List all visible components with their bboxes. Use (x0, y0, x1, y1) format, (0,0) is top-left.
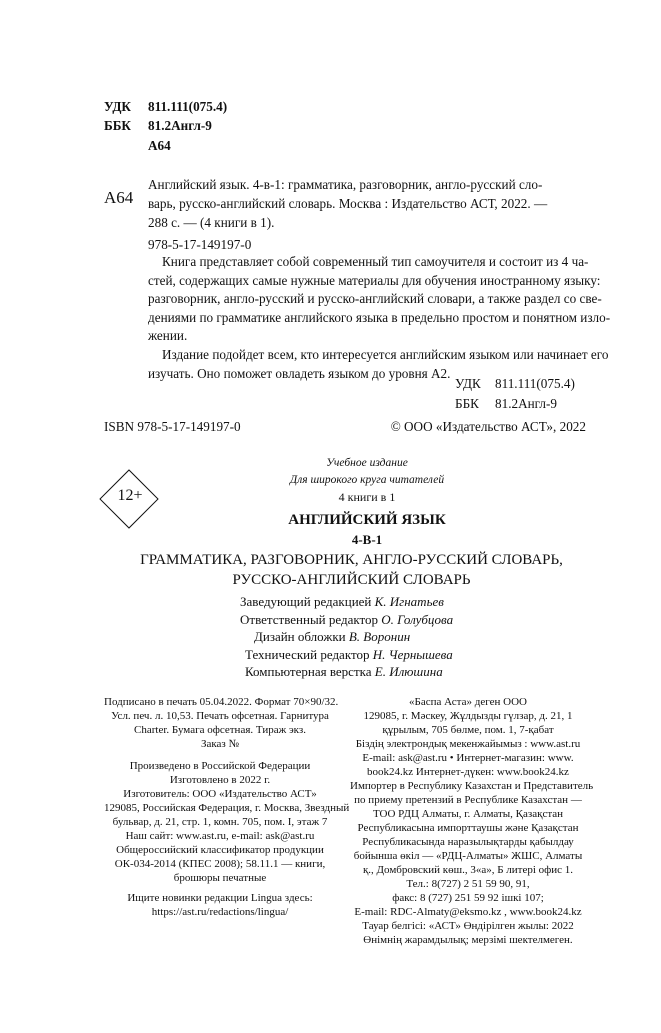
udk-label: УДК (104, 99, 131, 114)
credit-role: Заведующий редакцией (240, 594, 372, 609)
book-subtitle2-line2: РУССКО-АНГЛИЙСКИЙ СЛОВАРЬ (232, 572, 471, 588)
bib-line-3: 288 с. — (4 книги в 1). (148, 215, 275, 230)
imprint-line: 129085, г. Мәскеу, Жұлдызды гүлзар, д. 21, 1 (363, 710, 573, 722)
imprint-line: ТОО РДЦ Алматы, г. Алматы, Қазақстан (372, 808, 564, 820)
imprint-line: Заказ № (200, 738, 240, 750)
bib-isbn-line: 978-5-17-149197-0 (148, 237, 252, 252)
book-subtitle: 4-В-1 (351, 532, 383, 547)
credit-role: Компьютерная верстка (245, 664, 372, 680)
edition-type: Учебное издание (326, 457, 408, 469)
imprint-line: Произведено в Российской Федерации (129, 760, 311, 772)
annotation-line: Книга представляет собой современный тип самоучителя и состоит из 4 ча- (162, 254, 589, 269)
annotation-line: стей, содержащих самые нужные материалы для обучения иностранному языку: (148, 272, 601, 288)
imprint-line: Charter. Бумага офсетная. Тираж экз. (134, 724, 306, 736)
imprint-line: Республикасында наразылықтарды қабылдау (362, 836, 574, 848)
annotation-line: Издание подойдет всем, кто интересуется английским языком или начинает его (162, 346, 609, 362)
bbk-label-right: ББК (455, 396, 479, 411)
bbk-value-right: 81.2Англ-9 (495, 396, 557, 411)
credit-role: Технический редактор (245, 646, 370, 662)
imprint-line: Республикасына импорттаушы және Қазақстан (357, 822, 579, 834)
annotation-line: жении. (148, 328, 188, 344)
imprint-line: факс: 8 (727) 251 59 92 ішкі 107; (392, 892, 544, 904)
credit-name: В. Воронин (348, 629, 411, 645)
imprint-line: book24.kz Интернет-дүкен: www.book24.kz (367, 766, 569, 778)
bbk-value: 81.2Англ-9 (148, 118, 212, 133)
audience: Для широкого круга читателей (289, 474, 445, 486)
credit-name: О. Голубцова (381, 611, 454, 627)
imprint-line: Подписано в печать 05.04.2022. Формат 70×90/32. (104, 696, 339, 708)
credit-line (240, 611, 586, 629)
book-subtitle2-line1: ГРАММАТИКА, РАЗГОВОРНИК, АНГЛО-РУССКИЙ СЛОВАРЬ, (140, 552, 563, 568)
imprint-line: Изготовитель: ООО «Издательство АСТ» (123, 788, 317, 800)
imprint-right (350, 695, 594, 947)
annotation-line: дениями по грамматике английского языка в предельно простом и понятном изло- (148, 309, 611, 325)
imprint-line: брошюры печатные (173, 872, 267, 884)
credits (240, 593, 586, 681)
imprint-line: 129085, Российская Федерация, г. Москва, Звездный (104, 802, 350, 814)
imprint-line: «Баспа Аста» деген ООО (409, 696, 527, 708)
imprint-line: Усл. печ. л. 10,53. Печать офсетная. Гарнитура (111, 710, 329, 722)
credit-line (240, 593, 586, 611)
imprint-line: E-mail: RDC-Almaty@eksmo.kz , www.book24.kz (354, 906, 582, 918)
annotation-line: разговорник, англо-русский и русско-английский словари, а также раздел со све- (148, 291, 602, 307)
imprint-line: ОК-034-2014 (КПЕС 2008); 58.11.1 — книги, (114, 858, 326, 870)
credit-name: Н. Чернышева (372, 646, 453, 662)
bib-mark: А64 (104, 188, 134, 207)
credit-line (240, 663, 586, 681)
isbn: ISBN 978-5-17-149197-0 (104, 419, 241, 434)
imprint-spacer (104, 751, 336, 759)
udk-value: 811.111(075.4) (148, 99, 228, 114)
credit-role: Ответственный редактор (240, 611, 379, 627)
imprint-line: Импортер в Республику Казахстан и Представитель (350, 780, 594, 792)
copyright: © ООО «Издательство АСТ», 2022 (390, 419, 586, 434)
annotation-line: изучать. Оно поможет овладеть языком до уровня А2. (148, 365, 451, 381)
imprint-line: Ищите новинки редакции Lingua здесь: (127, 892, 313, 904)
imprint-line: Наш сайт: www.ast.ru, e-mail: ask@ast.ru (125, 830, 315, 842)
imprint-line: бойынша өкіл — «РДЦ-Алматы» ЖШС, Алматы (353, 850, 583, 862)
udk-value-right: 811.111(075.4) (495, 376, 575, 391)
imprint-line: по приему претензий в Республике Казахстан — (354, 794, 582, 806)
bib-line-1: Английский язык. 4-в-1: грамматика, разговорник, англо-русский сло- (148, 177, 543, 192)
book-title: АНГЛИЙСКИЙ ЯЗЫК (288, 512, 446, 528)
bib-line-2: варь, русско-английский словарь. Москва : Издательство АСТ, 2022. — (148, 196, 548, 211)
credit-line (240, 646, 586, 664)
imprint-line: Өнімнің жарамдылық; мерзімі шектелмеген. (363, 934, 573, 946)
credit-name: К. Игнатьев (374, 594, 444, 609)
imprint-line: https://ast.ru/redactions/lingua/ (151, 906, 289, 918)
author-mark: А64 (148, 138, 171, 153)
udk-label-right: УДК (455, 376, 481, 391)
imprint-line: E-mail: ask@ast.ru • Интернет-магазин: www. (362, 752, 574, 764)
imprint-line: бульвар, д. 21, стр. 1, комн. 705, пом. I, этаж 7 (112, 816, 328, 828)
bbk-label: ББК (104, 118, 131, 133)
age-rating: 12+ (117, 487, 143, 504)
annotation (148, 253, 611, 383)
imprint-line: құрылым, 705 бөлме, пом. 1, 7-қабат (382, 724, 554, 736)
credit-line (240, 628, 586, 646)
imprint-line: Изготовлено в 2022 г. (169, 774, 271, 786)
imprint-line: Тауар белгісі: «АСТ» Өндірілген жылы: 2022 (362, 920, 574, 932)
credit-role: Дизайн обложки (254, 629, 346, 645)
imprint-line: Общероссийский классификатор продукции (116, 844, 324, 856)
imprint-left (104, 695, 350, 919)
series: 4 книги в 1 (338, 490, 396, 504)
imprint-line: қ., Домбровский көш., 3«а», Б литері офис 1. (362, 864, 574, 876)
imprint-line: Тел.: 8(727) 2 51 59 90, 91, (406, 878, 530, 890)
credit-name: Е. Илюшина (374, 664, 443, 680)
imprint-line: Біздің электрондық мекенжайымыз : www.ast.ru (355, 738, 581, 750)
